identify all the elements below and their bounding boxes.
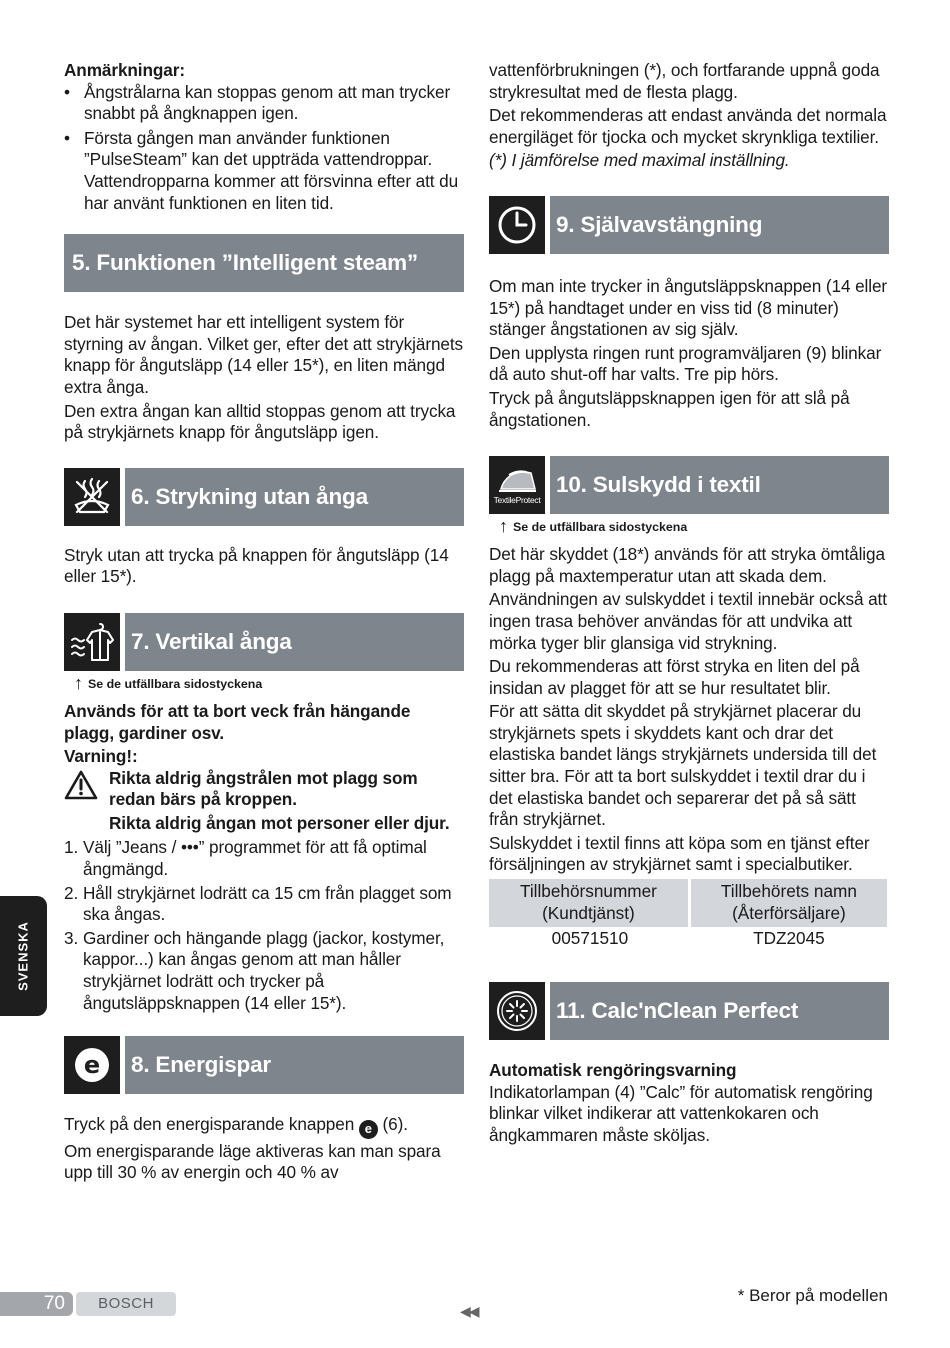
section-9-paragraph: Den upplysta ringen runt programväljaren (9) blinkar då auto shut-off har valts. Tre pip hörs. [489, 342, 882, 385]
warning-text: Rikta aldrig ångan mot personer eller djur. [109, 812, 450, 833]
continued-note: (*) I jämförelse med maximal inställning. [489, 150, 790, 171]
section-11-paragraph: Indikatorlampan (4) ”Calc” för automatisk rengöring blinkar vilket indikerar att vattenkokaren och ångkammaren måste sköljas. [489, 1081, 873, 1145]
section-6-title: 6. Strykning utan ånga [125, 468, 464, 526]
arrow-up-icon: ↑ [499, 516, 508, 537]
section-10-paragraph: Sulskyddet i textil finns att köpa som en tjänst efter försäljningen av strykjärnet samt i specialbutiker. [489, 832, 870, 875]
section-5-paragraph: Det här systemet har ett intelligent system för styrning av ångan. Vilket ger, efter det att strykjärnets knapp för ångutsläpp (14 eller 15*), en liten mängd extra ånga. [64, 312, 464, 397]
section-8-header [64, 1036, 464, 1094]
language-tab [0, 896, 47, 1016]
warning-triangle-icon [64, 768, 109, 835]
section-10-title: 10. Sulskydd i textil [550, 456, 889, 514]
calc-clean-icon [489, 982, 545, 1040]
section-6-header [64, 468, 464, 526]
section-7-title: 7. Vertikal ånga [125, 613, 464, 671]
notes-list [64, 82, 464, 215]
energy-button-icon: e [359, 1120, 378, 1139]
section-5-title: 5. Funktionen ”Intelligent steam” [64, 234, 464, 292]
section-9-paragraph: Om man inte trycker in ångutsläppsknappen (14 eller 15*) på handtaget under en viss tid (8 minuter) stänger ångstationen av sig själv. [489, 275, 888, 340]
section-10-paragraph: Det här skyddet (18*) används för att stryka ömtåliga plagg på maxtemperatur utan att skada dem. [489, 544, 885, 586]
section-9-title: 9. Självavstängning [550, 196, 889, 254]
notes-title: Anmärkningar: [64, 60, 185, 80]
section-9-header [489, 196, 889, 254]
warning-text: Rikta aldrig ångstrålen mot plagg som redan bärs på kroppen. [109, 767, 418, 810]
warning-label: Varning!: [64, 746, 138, 767]
footnote: * Beror på modellen [737, 1286, 888, 1305]
section-8-paragraph: Tryck på den energisparande knappen e (6). [64, 1114, 464, 1138]
list-item: • Första gången man använder funktionen ”PulseSteam” kan det uppträda vattendroppar. Vattendropparna kommer att försvinna efter att du har använt funktionen en liten tid. [64, 128, 464, 214]
section-11-title: 11. Calc'nClean Perfect [550, 982, 889, 1040]
table-cell: TDZ2045 [753, 928, 825, 949]
page-footer-bar [0, 1292, 176, 1316]
steps-list [64, 837, 464, 1014]
continued-paragraph: vattenförbrukningen (*), och fortfarande uppnå goda strykresultat med de flesta plagg. [489, 60, 880, 102]
foldout-note [489, 516, 889, 537]
section-7-header [64, 613, 464, 671]
page-number: 70 [0, 1292, 73, 1316]
arrow-up-icon: ↑ [74, 672, 83, 693]
no-steam-icon [64, 468, 120, 526]
iron-protector-icon [489, 456, 545, 514]
section-10-paragraph: För att sätta dit skyddet på strykjärnet placerar du strykjärnets spets i skyddets kant och drar det elastiska bandet längs strykjärnets undersida till det sitter bra. För att ta bort sulskyddet i textil drar du i det elastiska bandet och separerar det på så sätt från strykjärnet. [489, 701, 877, 830]
list-item: • Ångstrålarna kan stoppas genom att man trycker snabbt på ångknappen igen. [64, 82, 464, 125]
brand-label: BOSCH [76, 1292, 176, 1316]
list-item: 1. Välj ”Jeans / •••” programmet för att få optimal ångmängd. [64, 837, 427, 880]
section-5-header [64, 234, 464, 292]
foldout-note-text: Se de utfällbara sidostyckena [513, 520, 688, 535]
table-header: Tillbehörsnummer (Kundtjänst) [489, 879, 691, 927]
nav-arrows-icon[interactable]: ◀◀ [460, 1303, 478, 1319]
section-6-paragraph: Stryk utan att trycka på knappen för ångutsläpp (14 eller 15*). [64, 544, 449, 587]
section-10-paragraph: Du rekommenderas att först stryka en liten del på insidan av plagget för att se hur resultatet blir. [489, 656, 860, 698]
section-9-paragraph: Tryck på ångutsläppsknappen igen för att slå på ångstationen. [489, 387, 850, 430]
language-tab-label: SVENSKA [15, 921, 31, 991]
right-column [489, 60, 889, 1146]
accessory-table [489, 879, 887, 950]
table-header: Tillbehörets namn (Återförsäljare) [691, 879, 887, 927]
vertical-steam-icon [64, 613, 120, 671]
section-10-header [489, 456, 889, 514]
section-7-intro: Används för att ta bort veck från hängande plagg, gardiner osv. [64, 700, 411, 743]
foldout-note-text: Se de utfällbara sidostyckena [88, 676, 263, 691]
table-cell: 00571510 [551, 928, 629, 949]
continued-paragraph: Det rekommenderas att endast använda det normala energiläget för tjocka och mycket skrynkliga textilier. [489, 105, 887, 147]
foldout-note [64, 672, 464, 693]
section-8-paragraph: Om energisparande läge aktiveras kan man spara upp till 30 % av energin och 40 % av [64, 1140, 441, 1183]
section-10-paragraph: Användningen av sulskyddet i textil innebär också att ingen trasa behöver användas för att undvika att mörka tyger blir glansiga vid strykning. [489, 589, 887, 653]
table-header-row [489, 879, 887, 927]
icon-label: TextileProtect [493, 495, 541, 506]
section-11-subtitle: Automatisk rengöringsvarning [489, 1060, 737, 1081]
section-11-header [489, 982, 889, 1040]
section-8-title: 8. Energispar [125, 1036, 464, 1094]
table-row [489, 927, 887, 950]
warning-block [64, 768, 464, 835]
list-item: 3. Gardiner och hängande plagg (jackor, kostymer, kappor...) kan ångas genom att man håller strykjärnet lodrätt och trycker på ångutsläppsknappen (14 eller 15*). [64, 927, 445, 1013]
svg-text:e: e [83, 1051, 101, 1080]
energy-save-icon [64, 1036, 120, 1094]
section-5-paragraph: Den extra ångan kan alltid stoppas genom att trycka på strykjärnets knapp för ångutsläpp igen. [64, 400, 456, 443]
clock-icon [489, 196, 545, 254]
list-item: 2. Håll strykjärnet lodrätt ca 15 cm från plagget som ska ångas. [64, 882, 452, 925]
left-column [64, 60, 464, 1184]
